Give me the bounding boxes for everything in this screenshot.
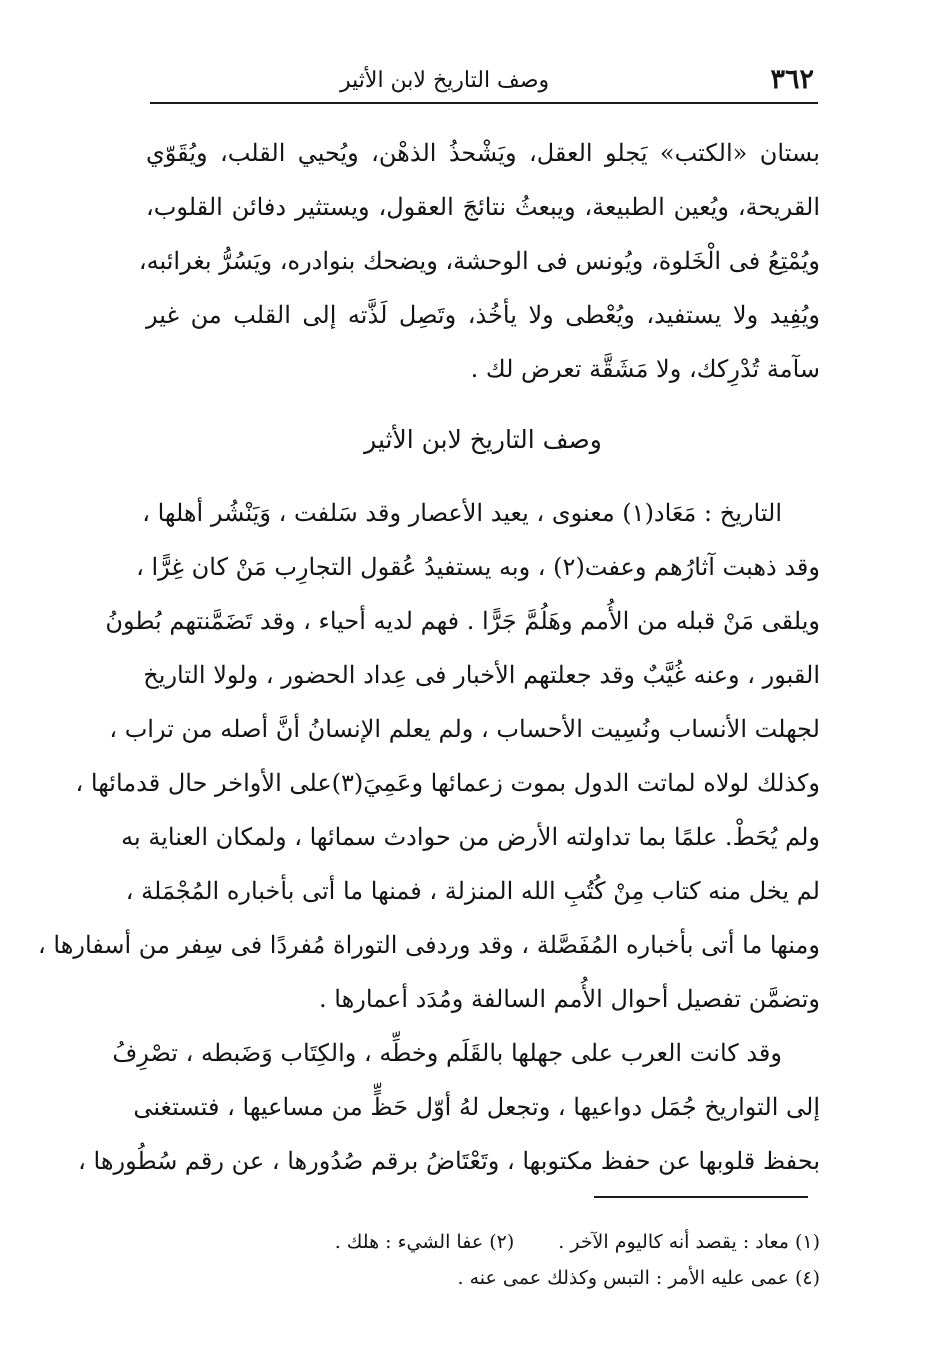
text-line: القريحة، ويُعين الطبيعة، ويبعثُ نتائجَ العقول، ويستثير دفائن القلوب، — [146, 193, 820, 221]
footnote-2: (٢) عفا الشيء : هلك . — [334, 1231, 515, 1253]
footnote-4: (٤) عمى عليه الأمر : التبس وكذلك عمى عنه . — [457, 1267, 820, 1289]
text-line: ويُفِيد ولا يستفيد، ويُعْطى ولا يأخُذ، وتَصِل لَذَّته إلى القلب من غير — [146, 301, 821, 329]
paragraph-library-praise — [138, 126, 821, 396]
text-line: بستان «الكتب» يَجلو العقل، ويَشْحذُ الذهْن، ويُحيي القلب، ويُقَوّي — [146, 139, 820, 167]
text-line: وتضمَّن تفصيل أحوال الأُمم السالفة ومُدَد أعمارها . — [319, 985, 820, 1013]
text-line: التاريخ : مَعَاد(١) معنوى ، يعيد الأعصار وقد سَلفت ، وَيَنْشُر أهلها ، — [142, 499, 782, 527]
text-line: ويُمْتِعُ فى الْخَلوة، ويُونس فى الوحشة، ويضحك بنوادره، ويَسُرُّ بغرائبه، — [138, 247, 820, 275]
footnote-row — [160, 1224, 820, 1260]
text-line: ولم يُحَطْ. علمًا بما تداولته الأرض من حوادث سمائها ، ولمكان العناية به — [121, 823, 820, 851]
text-line: القبور ، وعنه غُيَّبٌ وقد جعلتهم الأخبار فى عِداد الحضور ، ولولا التاريخ — [143, 661, 820, 689]
paragraph-history-definition — [38, 486, 820, 1026]
page-header — [150, 62, 818, 104]
text-line: إلى التواريخ جُمَل دواعيها ، وتجعل لهُ أوّل حَظٍّ من مساعيها ، فتستغنى — [133, 1093, 820, 1121]
footnote-row — [160, 1260, 820, 1296]
footnotes — [160, 1224, 820, 1296]
running-title: وصف التاريخ لابن الأثير — [340, 68, 550, 93]
footnote-divider — [594, 1196, 808, 1198]
paragraph-arabs-history — [78, 1026, 820, 1188]
section-heading: وصف التاريخ لابن الأثير — [364, 425, 602, 454]
page-number: ٣٦٢ — [770, 64, 814, 95]
text-line: وقد ذهبت آثارُهم وعفت(٢) ، وبه يستفيدُ عُقول التجارِب مَنْ كان غِرًّا ، — [136, 553, 820, 581]
text-line: ويلقى مَنْ قبله من الأُمم وهَلُمَّ جَرًّا . فهم لديه أحياء ، وقد تَضَمَّنتهم بُطونُ — [105, 607, 820, 635]
text-line: لجهلت الأنساب ونُسِيت الأحساب ، ولم يعلم الإنسانُ أنَّ أصله من تراب ، — [109, 715, 820, 743]
text-line: بحفظ قلوبها عن حفظ مكتوبها ، وتَعْتَاضُ برقم صُدُورها ، عن رقم سُطُورها ، — [78, 1147, 820, 1175]
text-line: وكذلك لولاه لماتت الدول بموت زعمائها وعَمِيَ(٣)على الأواخر حال قدمائها ، — [75, 769, 820, 797]
text-line: لم يخل منه كتاب مِنْ كُتُبِ الله المنزلة ، فمنها ما أتى بأخباره المُجْمَلة ، — [125, 877, 820, 905]
text-line: سآمة تُدْرِكك، ولا مَشَقَّة تعرض لك . — [470, 355, 820, 383]
text-line: وقد كانت العرب على جهلها بالقَلَم وخطِّه ، والكِتَاب وَضَبطه ، تصْرِفُ — [112, 1039, 782, 1067]
text-line: ومنها ما أتى بأخباره المُفَصَّلة ، وقد وردفى التوراة مُفردًا فى سِفر من أسفارها ، — [38, 931, 820, 959]
footnote-1: (١) معاد : يقصد أنه كاليوم الآخر . — [558, 1231, 820, 1253]
